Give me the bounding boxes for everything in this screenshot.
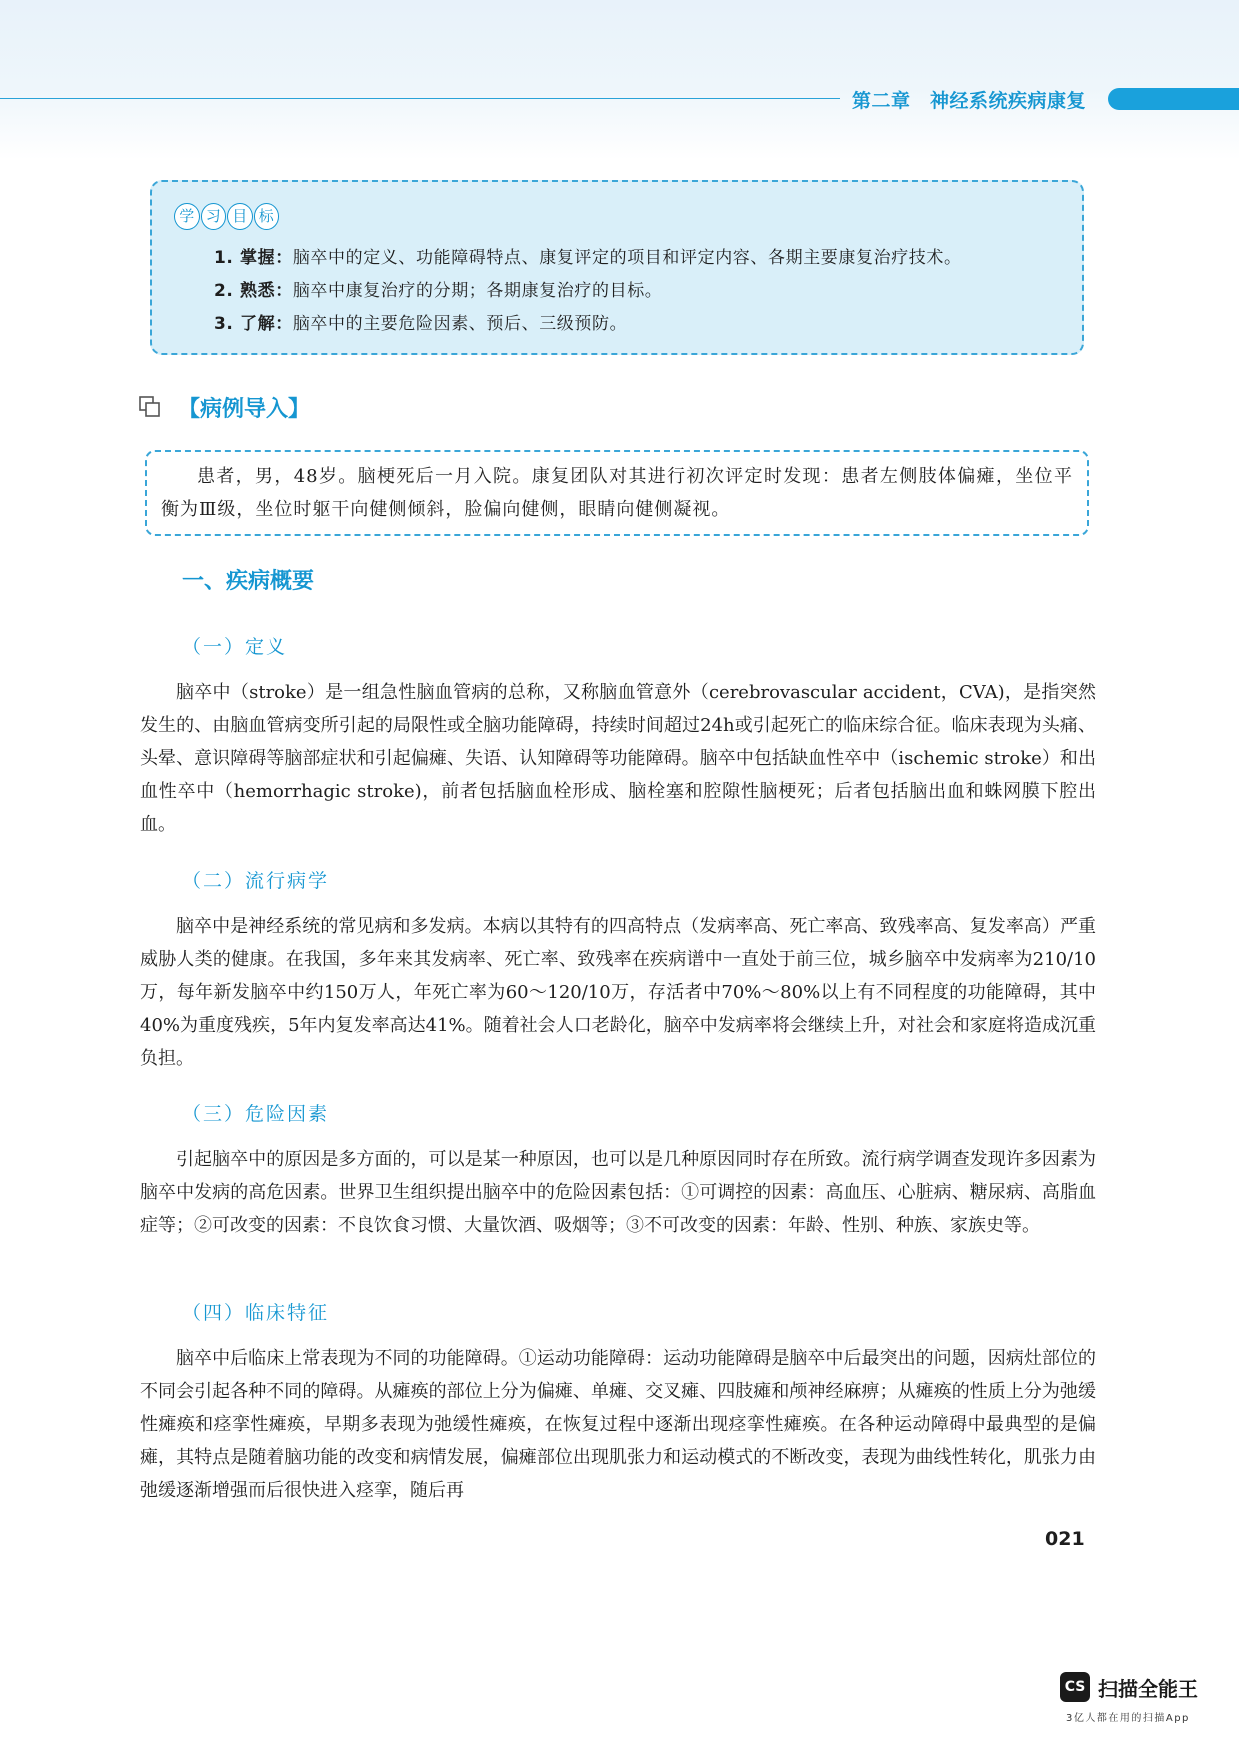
objective-text: 脑卒中的定义、功能障碍特点、康复评定的项目和评定内容、各期主要康复治疗技术。 [292,248,962,268]
copy-icon [138,395,162,419]
chapter-title: 第二章 神经系统疾病康复 [852,90,1087,112]
paragraph-definition: 脑卒中（stroke）是一组急性脑血管病的总称，又称脑血管意外（cerebrovascular accident，CVA)，是指突然发生的、由脑血管病变所引起的局限性或全脑功能障碍，持续时间超过24h或引起死亡的临床综合征。临床表现为头痛、头晕、意识障碍等脑部症状和引起偏瘫、失语、认知障碍等功能障碍。脑卒中包括缺血性卒中（ischemic stroke）和出血性卒中（hemorrhagic stroke)，前者包括脑血栓形成、脑栓塞和腔隙性脑梗死；后者包括脑出血和蛛网膜下腔出血。 [140,682,1096,835]
badge-char: 目 [227,203,253,230]
watermark-name: 扫描全能王 [1098,1677,1198,1701]
learning-objectives-badge [174,200,280,232]
case-heading-row [138,390,538,424]
objective-text: 脑卒中的主要危险因素、预后、三级预防。 [292,314,628,334]
camscanner-logo-icon: CS [1060,1672,1090,1702]
header-tab-decoration [1108,88,1239,110]
subheading-definition: （一）定义 [182,636,288,658]
badge-char: 学 [174,203,200,230]
badge-char: 习 [201,203,227,230]
subheading-risk-factors: （三）危险因素 [182,1103,330,1125]
paragraph-epidemiology: 脑卒中是神经系统的常见病和多发病。本病以其特有的四高特点（发病率高、死亡率高、致残率高、复发率高）严重威胁人类的健康。在我国，多年来其发病率、死亡率、致残率在疾病谱中一直处于前三位，城乡脑卒中发病率为210/10万，每年新发脑卒中约150万人，年死亡率为60～120/10万，存活者中70%～80%以上有不同程度的功能障碍，其中40%为重度残疾，5年内复发率高达41%。随着社会人口老龄化，脑卒中发病率将会继续上升，对社会和家庭将造成沉重负担。 [140,916,1096,1069]
objective-item [214,275,1074,308]
paragraph-clinical-features: 脑卒中后临床上常表现为不同的功能障碍。①运动功能障碍：运动功能障碍是脑卒中后最突出的问题，因病灶部位的不同会引起各种不同的障碍。从瘫痪的部位上分为偏瘫、单瘫、交叉瘫、四肢瘫和颅神经麻痹；从瘫痪的性质上分为弛缓性瘫痪和痉挛性瘫痪，早期多表现为弛缓性瘫痪，在恢复过程中逐渐出现痉挛性瘫痪。在各种运动障碍中最典型的是偏瘫，其特点是随着脑功能的改变和病情发展，偏瘫部位出现肌张力和运动模式的不断改变，表现为曲线性转化，肌张力由弛缓逐渐增强而后很快进入痉挛，随后再 [140,1348,1096,1501]
section-heading: 一、疾病概要 [182,569,315,594]
objective-label: 1. 掌握： [214,248,293,268]
page-number: 021 [1045,1528,1085,1550]
objective-item [214,242,1074,275]
subheading-clinical-features: （四）临床特征 [182,1302,330,1324]
case-text: 患者，男，48岁。脑梗死后一月入院。康复团队对其进行初次评定时发现：患者左侧肢体偏瘫，坐位平衡为Ⅲ级，坐位时躯干向健侧倾斜，脸偏向健侧，眼睛向健侧凝视。 [161,466,1073,520]
case-heading: 【病例导入】 [178,396,311,422]
case-box [145,450,1089,536]
objectives-list [214,242,1074,341]
scanner-watermark [1060,1670,1210,1730]
badge-char: 标 [254,203,280,230]
objective-label: 2. 熟悉： [214,281,293,301]
header-band [0,0,1239,160]
header-divider [0,98,840,99]
watermark-tagline: 3亿人都在用的扫描App [1066,1713,1190,1724]
paragraph-risk-factors: 引起脑卒中的原因是多方面的，可以是某一种原因，也可以是几种原因同时存在所致。流行病学调查发现许多因素为脑卒中发病的高危因素。世界卫生组织提出脑卒中的危险因素包括：①可调控的因素：高血压、心脏病、糖尿病、高脂血症等；②可改变的因素：不良饮食习惯、大量饮酒、吸烟等；③不可改变的因素：年龄、性别、种族、家族史等。 [140,1149,1096,1236]
learning-objectives-box [150,180,1084,355]
objective-label: 3. 了解： [214,314,293,334]
objective-item [214,308,1074,341]
objective-text: 脑卒中康复治疗的分期；各期康复治疗的目标。 [292,281,663,301]
subheading-epidemiology: （二）流行病学 [182,870,330,892]
